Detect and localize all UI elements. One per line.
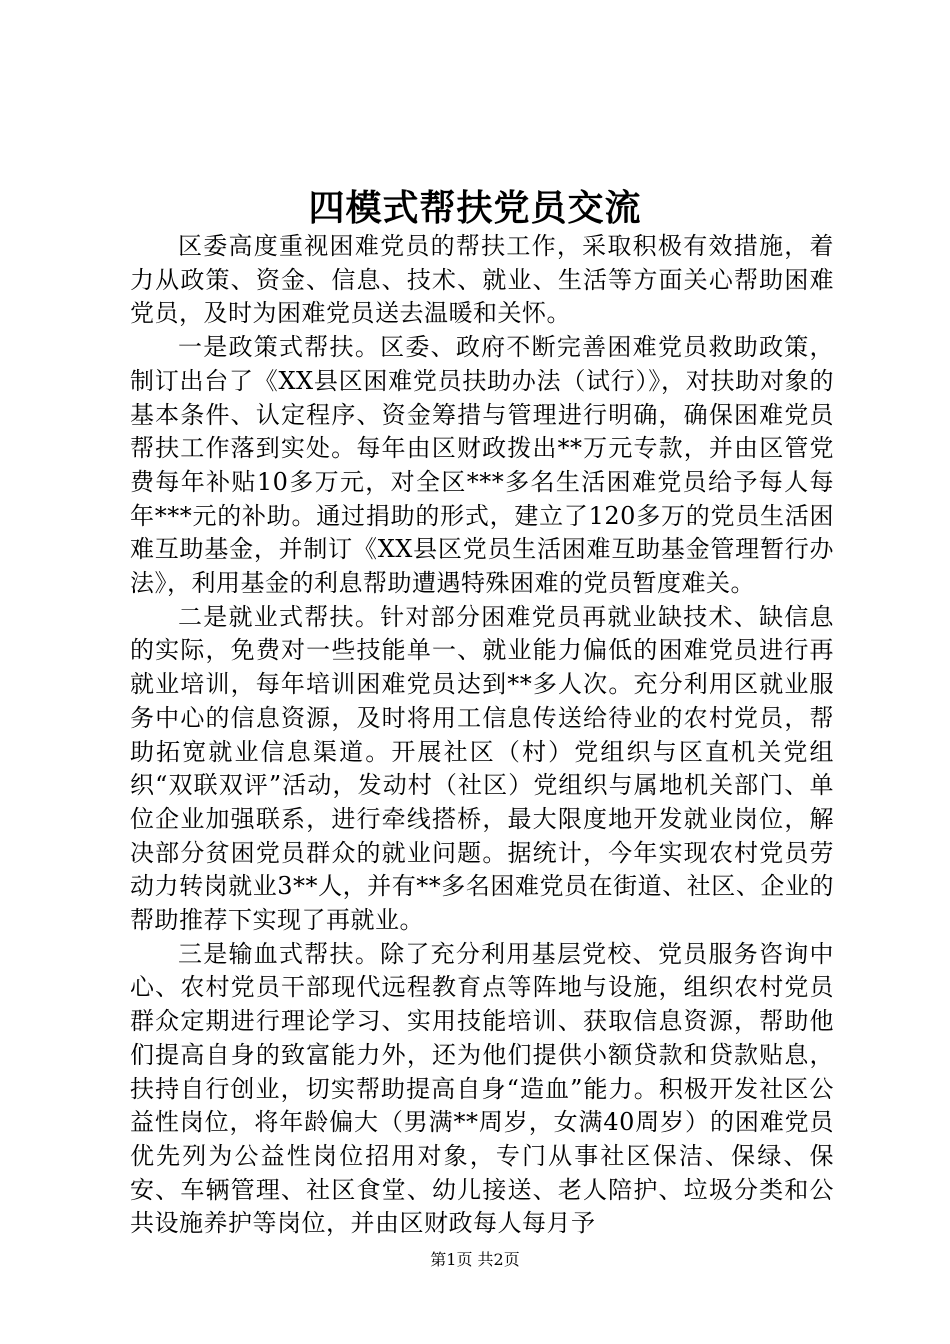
page-footer: 第1页 共2页 <box>430 1250 520 1269</box>
intro-paragraph: 区委高度重视困难党员的帮扶工作，采取积极有效措施，着力从政策、资金、信息、技术、就业、生活等方面关心帮助困难党员，及时为困难党员送去温暖和关怀。 <box>130 232 834 328</box>
document-body <box>130 230 834 1241</box>
policy-support-paragraph: 一是政策式帮扶。区委、政府不断完善困难党员救助政策，制订出台了《XX县区困难党员扶助办法（试行）》，对扶助对象的基本条件、认定程序、资金筹措与管理进行明确，确保困难党员帮扶工作落到实处。每年由区财政拨出**万元专款，并由区管党费每年补贴10多万元，对全区***多名生活困难党员给予每人每年***元的补助。通过捐助的形式，建立了120多万的党员生活困难互助基金，并制订《XX县区党员生活困难互助基金管理暂行办法》，利用基金的利息帮助遭遇特殊困难的党员暂度难关。 <box>130 333 834 598</box>
document-title: 四模式帮扶党员交流 <box>308 187 642 229</box>
transfusion-support-paragraph: 三是输血式帮扶。除了充分利用基层党校、党员服务咨询中心、农村党员干部现代远程教育点等阵地与设施，组织农村党员群众定期进行理论学习、实用技能培训、获取信息资源，帮助他们提高自身的致富能力外，还为他们提供小额贷款和贷款贴息，扶持自行创业，切实帮助提高自身“造血”能力。积极开发社区公益性岗位，将年龄偏大（男满**周岁，女满40周岁）的困难党员优先列为公益性岗位招用对象，专门从事社区保洁、保绿、保安、车辆管理、社区食堂、幼儿接送、老人陪护、垃圾分类和公共设施养护等岗位，并由区财政每人每月予 <box>130 939 834 1238</box>
employment-support-paragraph: 二是就业式帮扶。针对部分困难党员再就业缺技术、缺信息的实际，免费对一些技能单一、就业能力偏低的困难党员进行再就业培训，每年培训困难党员达到**多人次。充分利用区就业服务中心的信息资源，及时将用工信息传送给待业的农村党员，帮助拓宽就业信息渠道。开展社区（村）党组织与区直机关党组织“双联双评”活动，发动村（社区）党组织与属地机关部门、单位企业加强联系，进行牵线搭桥，最大限度地开发就业岗位，解决部分贫困党员群众的就业问题。据统计，今年实现农村党员劳动力转岗就业3**人，并有**多名困难党员在街道、社区、企业的帮助推荐下实现了再就业。 <box>130 602 834 935</box>
